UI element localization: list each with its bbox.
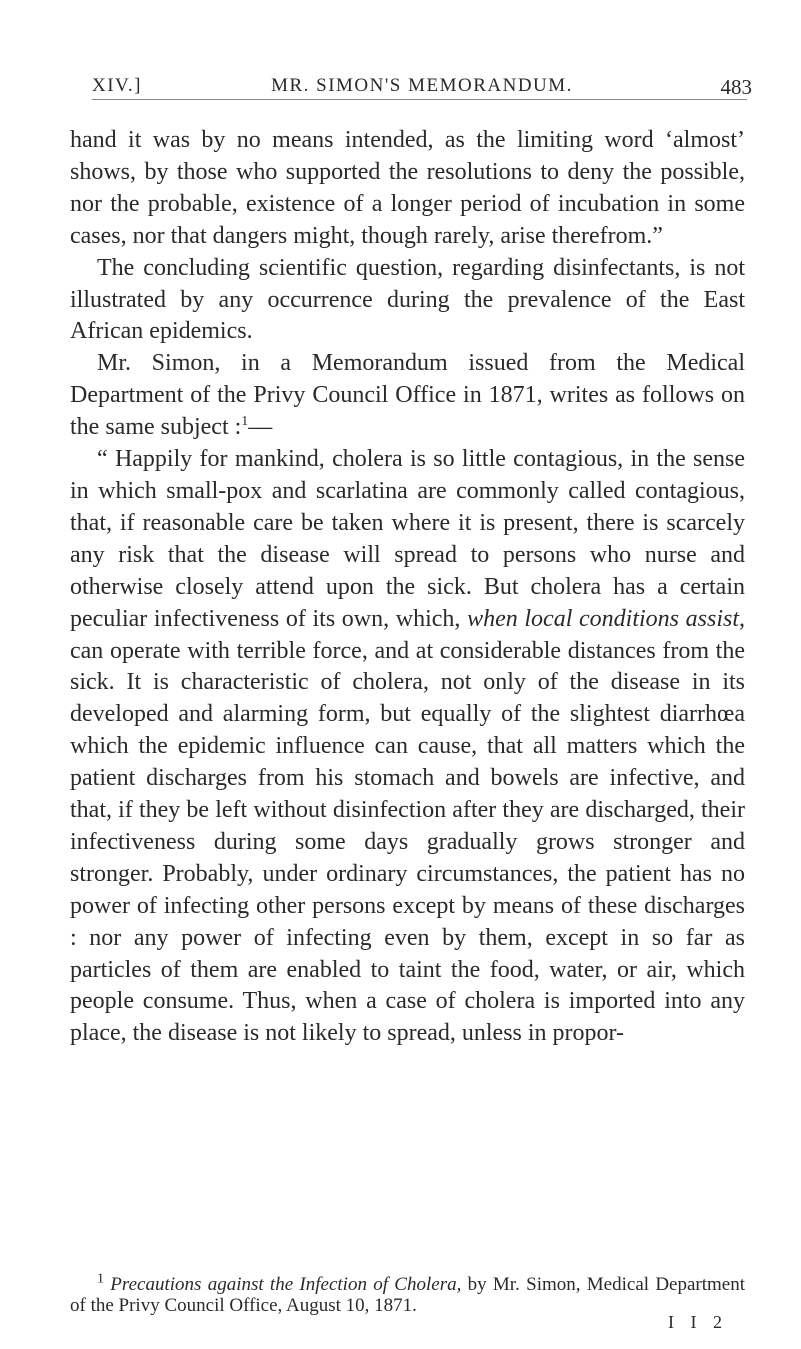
- text-segment: The concluding scientific question, regarding disinfectants, is not illustrated by any occurrence during the prevalence of the East African epidemics.: [70, 254, 745, 345]
- paragraph: [70, 444, 745, 1050]
- running-title: MR. SIMON'S MEMORANDUM.: [271, 75, 573, 96]
- footnote: [70, 1271, 746, 1316]
- text-segment: can operate with terrible force, and at considerable distances from the sick. It is characteristic of cholera, not only of the disease in its developed and alarming form, but equally of the slightest diarrhœa which the epidemic influence can cause, that all matters which the patient discharges from his stomach and bowels are infective, and that, if they be left without disinfection after they are discharged, their infectiveness during some days gradually grows stronger and stronger. Probably, under ordinary circumstances, the patient has no power of infecting other persons except by means of these discharges : nor any power of infecting even by them, except in so far as particles of them are enabled to taint the food, water, or air, which people consume. Thus, when a case of cholera is imported into any place, the disease is not likely to spread, unless in propor-: [70, 637, 745, 1047]
- text-segment: Mr. Simon, in a Memorandum issued from the Medical Department of the Privy Council Office in 1871, writes as follows on the same subject :: [70, 350, 745, 441]
- paragraph: [70, 348, 745, 444]
- text-segment: “ Happily for mankind, cholera is so little contagious, in the sense in which small-pox and scarlatina are commonly called contagious, that, if reasonable care be taken where it is present, there is scarcely any risk that the disease will spread to persons who nurse and otherwise closely attend upon the sick. But cholera has a certain peculiar infectiveness of its own, which,: [70, 446, 745, 632]
- signature-mark: I I 2: [668, 1312, 728, 1332]
- footnote-title: Precautions against the Infection of Cholera,: [110, 1274, 462, 1295]
- body-text: [70, 125, 745, 1050]
- footnote-text: by Mr. Simon, Medical Department of the Privy Council Office, August 10, 1871.: [70, 1274, 746, 1316]
- italic-text: when local conditions assist,: [467, 605, 745, 632]
- text-segment: hand it was by no means intended, as the limiting word ‘almost’ shows, by those who supported the resolutions to deny the possible, nor the probable, existence of a longer period of incubation in some cases, nor that dangers might, though rarely, arise therefrom.”: [70, 127, 745, 249]
- header-rule: [92, 99, 747, 100]
- paragraph: [70, 125, 745, 253]
- footnote-marker: 1: [97, 1271, 104, 1287]
- page-number: 483: [720, 75, 752, 99]
- footnote-reference: 1: [241, 414, 249, 430]
- chapter-label: XIV.]: [92, 75, 142, 96]
- text-segment: —: [248, 414, 273, 441]
- paragraph: [70, 253, 745, 349]
